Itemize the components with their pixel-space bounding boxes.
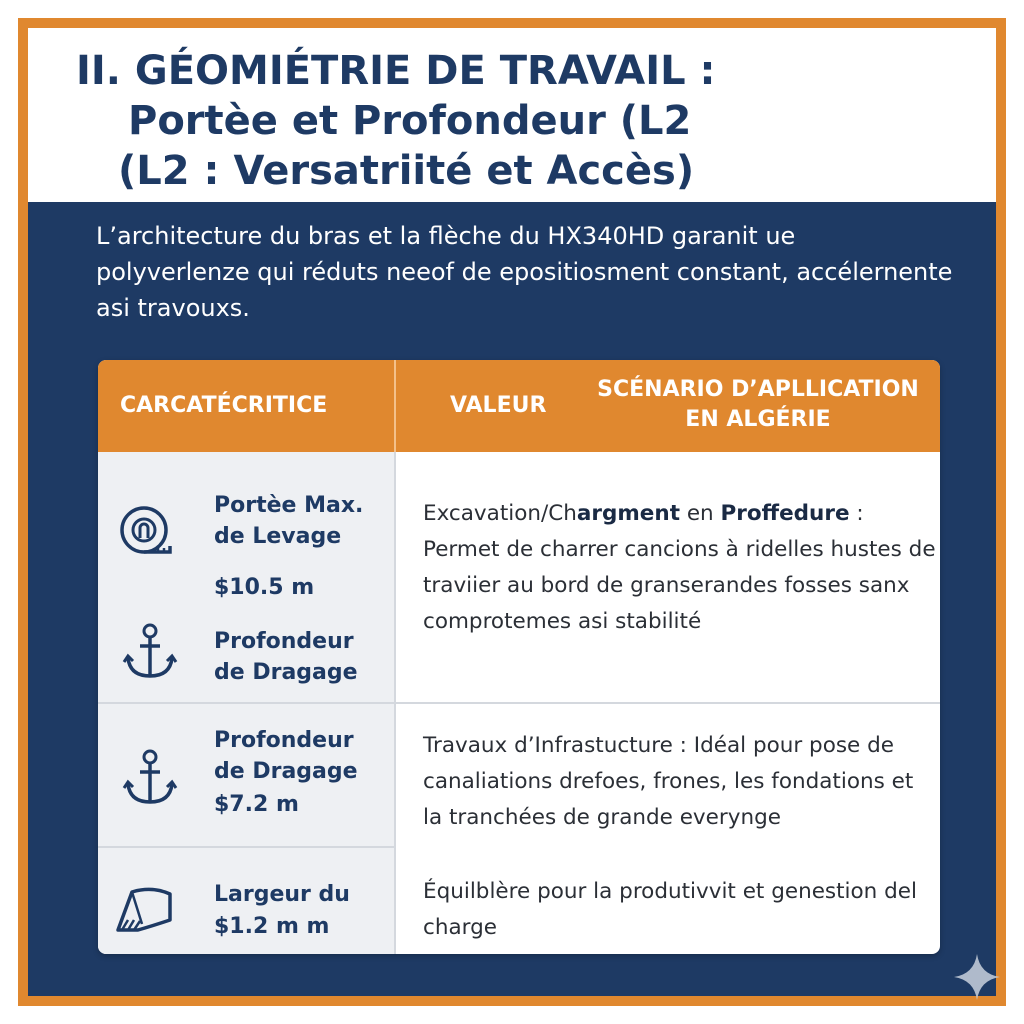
header-divider: [394, 360, 396, 452]
value-bucket-width: $1.2 m m: [214, 914, 330, 939]
row-divider-2: [98, 846, 394, 848]
feature-dredge-depth2-line1: Profondeur: [214, 728, 354, 753]
header-value: VALEUR: [450, 393, 547, 418]
scenario-excavation: Excavation/Chargment en Proffedure : Permet de charrer cancions à ridelles hustes de traviier au bord de granserandes fosses sanx comprotemes asi stabilité: [423, 501, 936, 634]
header-characteristic: CARCATÉCRITICE: [120, 393, 328, 418]
title-line-2: Portèe et Profondeur (L2: [128, 98, 692, 144]
anchor-icon: [120, 748, 180, 808]
table-header: [98, 360, 940, 452]
feature-dredge-depth-line1: Profondeur: [214, 629, 354, 654]
slide-frame: [18, 18, 1006, 1006]
bucket-icon: [112, 880, 172, 940]
anchor-icon: [120, 622, 180, 682]
feature-bucket-width: Largeur du: [214, 882, 350, 907]
specs-table: [98, 360, 940, 954]
title-line-1: II. GÉOMIÉTRIE DE TRAVAIL :: [76, 48, 716, 94]
value-max-reach: $10.5 m: [214, 575, 315, 600]
feature-dredge-depth-line2: de Dragage: [214, 660, 358, 685]
row-divider-1: [98, 702, 940, 704]
title-area: [28, 28, 996, 202]
feature-max-reach-line2: de Levage: [214, 524, 342, 549]
title-line-3: (L2 : Versatriité et Accès): [118, 148, 695, 194]
value-dredge-depth: $7.2 m: [214, 792, 299, 817]
scenario-infrastructure: Travaux d’Infrastucture : Idéal pour pose de canaliations drefoes, frones, les fondations et la tranchées de grande everyngе: [423, 733, 914, 830]
intro-paragraph: L’architecture du bras et la flèche du HX340HD garanit ue polyverlenze qui réduts neeof de epositiosment constant, accélernente asi travouxs.: [96, 222, 953, 322]
feature-max-reach-line1: Portèe Max.: [214, 493, 364, 518]
tape-measure-icon: [116, 502, 176, 562]
scenario-productivity: Équilblère pour la produtivvit et genestion del charge: [423, 879, 917, 940]
header-scenario: SCÉNARIO D’APLLICATION EN ALGÉRIE: [597, 377, 919, 432]
feature-dredge-depth2-line2: de Dragage: [214, 759, 358, 784]
sparkle-icon: [952, 952, 1002, 1002]
